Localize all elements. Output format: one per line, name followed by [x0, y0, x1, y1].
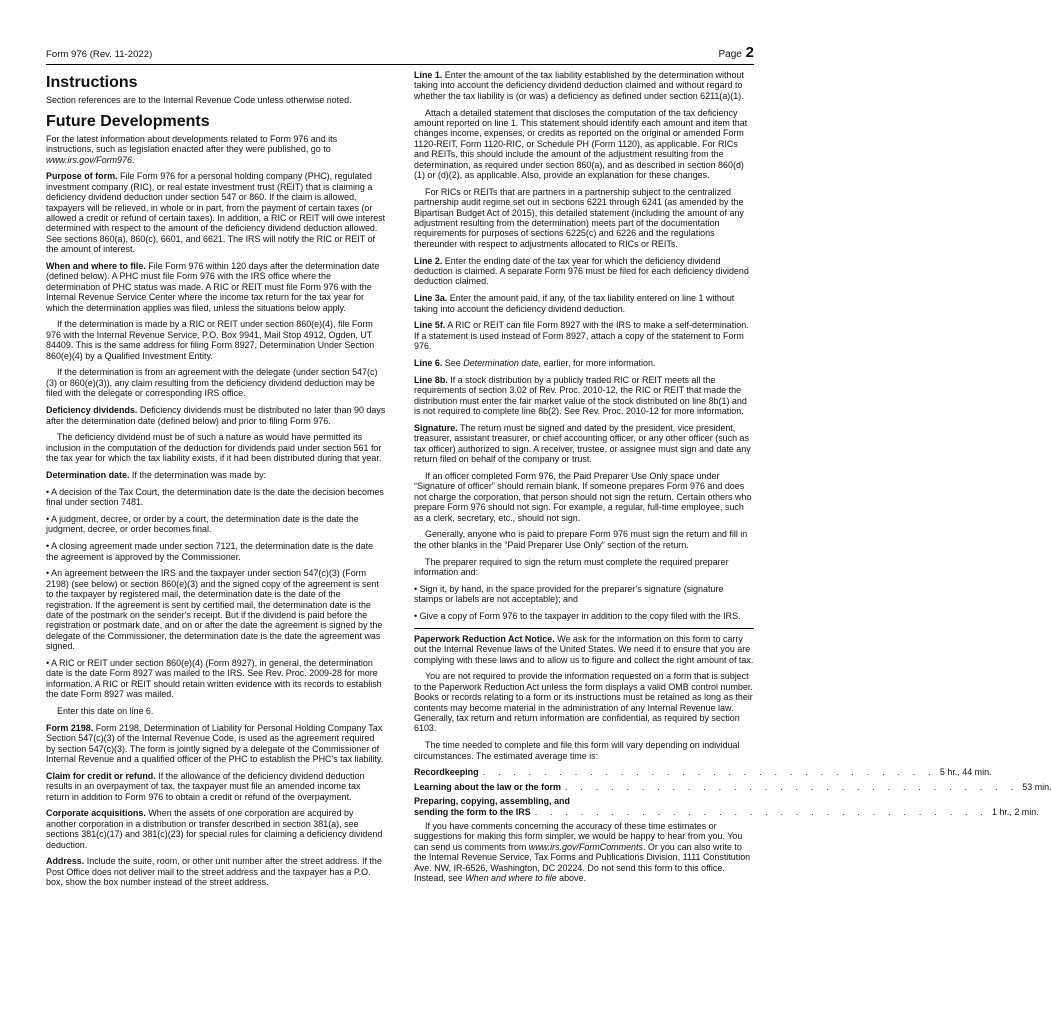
comments-paragraph: If you have comments concerning the accuracy of these time estimates or suggestions for making this form simpler, we would be happy to hear from you. You can send us comments from www.irs.gov/FormComments. Or you can also write to the Internal Revenue Service, Tax Forms and Publications Division, 1111 Constitution Ave. NW, IR-6526, Washington, DC 20224. Do not send this form to this office. Instead, see When and where to file above.	[414, 821, 751, 884]
page-label: Page	[718, 49, 742, 60]
bullet-item: • A closing agreement made under section 7121, the determination date is the date the agreement is approved by the Commissioner.	[46, 541, 374, 562]
time-row-recordkeeping	[414, 767, 992, 778]
purpose-label: Purpose of form.	[46, 171, 118, 182]
line1-paragraph: Line 1. Enter the amount of the tax liability established by the determination without taking into account the deficiency dividend deduction claimed and without regard to whether the tax liability is (or was) a deficiency as defined under section 6211(a)(1).	[414, 70, 744, 101]
time-label: sending the form to the IRS	[414, 806, 531, 817]
deficiency-label: Deficiency dividends.	[46, 405, 138, 416]
address-paragraph: Address. Include the suite, room, or other unit number after the street address. If the Post Office does not deliver mail to the street address and the taxpayer has a P.O. box, show the box number instead of the street address.	[46, 856, 382, 888]
time-label: Recordkeeping	[414, 767, 479, 778]
section-divider	[414, 628, 754, 629]
signature-paragraph-3: Generally, anyone who is paid to prepare Form 976 must sign the return and fill in the other blanks in the “Paid Preparer Use Only” section of the return.	[414, 529, 748, 550]
time-value: 5 hr., 44 min.	[939, 767, 992, 778]
form-id: Form 976 (Rev. 11-2022)	[46, 49, 153, 60]
claim-paragraph: Claim for credit or refund. If the allowance of the deficiency dividend deduction results in an overpayment of tax, the taxpayer must file an amended income tax return in addition to Form 976 to obtain a credit or refund of the overpayment.	[46, 770, 365, 802]
purpose-paragraph: Purpose of form. File Form 976 for a personal holding company (PHC), regulated investment company (RIC), or real estate investment trust (REIT) that is claiming a deficiency dividend deduction under section 547 or 860. If the claim is allowed, taxpayers will be relieved, in whole or in part, from the payment of certain taxes (or allowed a credit or refund of certain taxes). In addition, a RIC or REIT will owe interest determined with respect to the amount of the deficiency dividend deduction allowed. See sections 860(a), 860(c), 6601, and 6621. The IRS will notify the RIC or REIT of the amount of interest.	[46, 171, 386, 255]
leader-dots: . . . . . . . . . . . . . . . . . . . . . . . . . . . . . .	[534, 806, 988, 817]
claim-label: Claim for credit or refund.	[46, 770, 156, 781]
line3a-label: Line 3a.	[414, 293, 448, 304]
form2198-paragraph: Form 2198. Form 2198, Determination of Liability for Personal Holding Company Tax Section 547(c)(3) of the Internal Revenue Code, is used as the agreement required by section 547(c)(3). The form is jointly signed by a delegate of the Commissioner of Internal Revenue and a qualified officer of the PHC to establish the PHC's tax liability.	[46, 722, 384, 764]
deficiency-paragraph-2: The deficiency dividend must be of such a nature as would have permitted its inclusion in the computation of the deduction for dividends paid under section 561 for the tax year for which the tax liability exists, if it had been distributed during that year.	[46, 432, 382, 464]
line8b-label: Line 8b.	[414, 374, 448, 385]
time-value: 53 min.	[1022, 781, 1052, 792]
determination-label: Determination date.	[46, 469, 130, 480]
page-number: 2	[745, 44, 754, 61]
address-label: Address.	[46, 856, 85, 867]
enter-line6: Enter this date on line 6.	[57, 705, 154, 716]
line3a-paragraph: Line 3a. Enter the amount paid, if any, of the tax liability entered on line 1 without taking into account the deficiency dividend deduction.	[414, 293, 735, 314]
bullet-item: • A judgment, decree, or order by a court, the determination date is the date the judgment, decree, or order becomes final.	[46, 513, 359, 535]
line6-paragraph: Line 6. See Determination date, earlier, for more information.	[414, 358, 656, 369]
when-paragraph-2: If the determination is made by a RIC or REIT under section 860(e)(4), file Form 976 with the Internal Revenue Service, P.O. Box 9941, Mail Stop 4912, Ogden, UT 84409. This is the same address for filing Form 8927, Determination Under Section 860(e)(4) by a Qualified Investment Entity.	[46, 319, 375, 361]
line6-label: Line 6.	[414, 358, 443, 369]
left-column	[46, 70, 386, 894]
bullet-item: • Sign it, by hand, in the space provided for the preparer’s signature (signature stamps or labels are not acceptable); and	[414, 583, 724, 605]
time-value: 1 hr., 2 min.	[992, 806, 1039, 817]
pra-paragraph-3: The time needed to complete and file this form will vary depending on individual circumstances. The estimated average time is:	[414, 740, 740, 761]
pra-paragraph: Paperwork Reduction Act Notice. We ask for the information on this form to carry out the Internal Revenue laws of the United States. We need it to ensure that you are complying with these laws and to allow us to figure and collect the right amount of tax.	[414, 633, 754, 665]
signature-paragraph: Signature. The return must be signed and dated by the president, vice president, treasurer, assistant treasurer, or chief accounting officer, or any other officer (such as tax officer) authorized to sign. A receiver, trustee, or assignee must sign and date any return filed on behalf of the company or trust.	[414, 422, 751, 465]
leader-dots: . . . . . . . . . . . . . . . . . . . . . . . . . . . . . .	[482, 767, 936, 778]
determination-paragraph: Determination date. If the determination was made by:	[46, 469, 267, 480]
corporate-paragraph: Corporate acquisitions. When the assets of one corporation are acquired by another corporation in a distribution or transfer described in section 381(a), see sections 381(c)(17) and 381(c)(23) for special rules for claiming a deficiency dividend deduction.	[46, 808, 383, 850]
line5f-label: Line 5f.	[414, 320, 446, 331]
when-paragraph: When and where to file. File Form 976 within 120 days after the determination date (defined below). A PHC must file Form 976 with the IRS office where the determination of PHC status was made. A RIC or REIT must file Form 976 with the Internal Revenue Service Center where the income tax return for the tax year for which the determination applies was filed, unless the situations below apply.	[46, 261, 380, 313]
bullet-item: • A RIC or REIT under section 860(e)(4) (Form 8927), in general, the determination date is the date Form 8927 was mailed to the IRS. See Rev. Proc. 2009-28 for more information. A RIC or REIT should retain written evidence with its records to establish the date Form 8927 was mailed.	[46, 657, 382, 700]
bullet-item: • A decision of the Tax Court, the determination date is the date the decision becomes final under section 7481.	[46, 486, 384, 508]
form2198-label: Form 2198.	[46, 722, 94, 733]
bullet-item: • Give a copy of Form 976 to the taxpayer in addition to the copy filed with the IRS.	[414, 610, 741, 621]
time-row-learning	[414, 781, 1052, 792]
header-rule	[46, 64, 754, 65]
when-label: When and where to file.	[46, 261, 146, 272]
line1-paragraph-2: Attach a detailed statement that discloses the computation of the tax deficiency amount reported on line 1. This statement should identify each amount and item that changes income, expenses, or credits as reported on the original or amended Form 1120-REIT, Form 1120-RIC, or Schedule PH (Form 1120), as applicable. For RICs and REITs, this should include the amount of the adjustment resulting from the determination, as required under section 860(a), and as described in section 860(d)(1) or (d)(2), as applicable. Also, provide an explanation for these changes.	[414, 107, 748, 181]
line5f-paragraph: Line 5f. A RIC or REIT can file Form 8927 with the IRS to make a self-determination. If a statement is used instead of Form 8927, attach a copy of the statement to Form 976.	[414, 320, 749, 352]
deficiency-paragraph: Deficiency dividends. Deficiency dividends must be distributed no later than 90 days after the determination date (defined below) and prior to filing Form 976.	[46, 405, 386, 426]
future-developments-text: For the latest information about developments related to Form 976 and its instructions, such as legislation enacted after they were published, go to www.irs.gov/Form976.	[46, 133, 338, 165]
line1-label: Line 1.	[414, 70, 443, 80]
pra-label: Paperwork Reduction Act Notice.	[414, 633, 555, 644]
line8b-paragraph: Line 8b. If a stock distribution by a publicly traded RIC or REIT meets all the requirements of section 3.02 of Rev. Proc. 2010-12, the RIC or REIT that made the distribution must enter the fair market value of the stock distributed on line 8b(1) and is not required to complete line 8b(2). See Rev. Proc. 2010-12 for more information.	[414, 374, 747, 417]
pra-paragraph-2: You are not required to provide the information requested on a form that is subject to the Paperwork Reduction Act unless the form displays a valid OMB control number. Books or records relating to a form or its instructions must be retained as long as their contents may become material in the administration of any Internal Revenue law. Generally, tax return and return information are confidential, as required by section 6103.	[414, 671, 753, 734]
time-row-preparing	[414, 806, 1039, 817]
line1-paragraph-3: For RICs or REITs that are partners in a partnership subject to the centralized partnership audit regime set out in sections 6221 through 6241 (as amended by the Bipartisan Budget Act of 2015), this detailed statement (including the amount of any adjustment resulting from the determination) meets part of the documentation requirements for purposes of sections 6225(c) and 6226 and the regulations thereunder with respect to adjustments allocated to RICs or REITs.	[414, 186, 744, 249]
instructions-heading: Instructions	[46, 74, 138, 91]
signature-paragraph-2: If an officer completed Form 976, the Paid Preparer Use Only space under “Signature of officer” should remain blank. If someone prepares Form 976 and does not charge the corporation, that person should not sign the return. Certain others who prepare Form 976 should not sign. For example, a regular, full-time employee, such as a clerk, secretary, etc., should not sign.	[414, 470, 752, 523]
right-column	[414, 70, 1052, 890]
future-developments-heading: Future Developments	[46, 112, 210, 130]
signature-paragraph-4: The preparer required to sign the return must complete the required preparer information and:	[414, 556, 729, 577]
future-url: www.irs.gov/Form976	[46, 154, 132, 165]
signature-label: Signature.	[414, 422, 458, 433]
time-label-preparing: Preparing, copying, assembling, and	[414, 796, 570, 807]
corporate-label: Corporate acquisitions.	[46, 808, 146, 819]
bullet-item: • An agreement between the IRS and the taxpayer under section 547(c)(3) (Form 2198) (see below) or section 860(e)(3) and the signed copy of the agreement is sent to the taxpayer by registered mail, the determination date is the date of the registration. If the agreement is sent by certified mail, the determination date is the date of the postmark on the sender's receipt. But if the dividend is paid before the registration or postmark date, and on or after the date the agreement is signed by the delegate of the Commissioner, the determination date is the date the agreement was signed.	[46, 568, 383, 652]
instructions-note: Section references are to the Internal Revenue Code unless otherwise noted.	[46, 95, 352, 105]
line2-paragraph: Line 2. Enter the ending date of the tax year for which the deficiency dividend deduction is claimed. A separate Form 976 must be filed for each deficiency dividend deduction claimed.	[414, 255, 749, 287]
line2-label: Line 2.	[414, 255, 443, 266]
page-indicator	[719, 44, 754, 61]
comments-url: www.irs.gov/FormComments	[528, 841, 643, 852]
when-paragraph-3: If the determination is from an agreement with the delegate (under section 547(c)(3) or 860(e)(3)), any claim resulting from the deficiency dividend deduction may be filed with the delegate or corresponding IRS office.	[46, 367, 378, 399]
time-label: Learning about the law or the form	[414, 781, 561, 792]
leader-dots: . . . . . . . . . . . . . . . . . . . . . . . . . . . . . .	[564, 781, 1019, 792]
page-header	[46, 44, 754, 64]
